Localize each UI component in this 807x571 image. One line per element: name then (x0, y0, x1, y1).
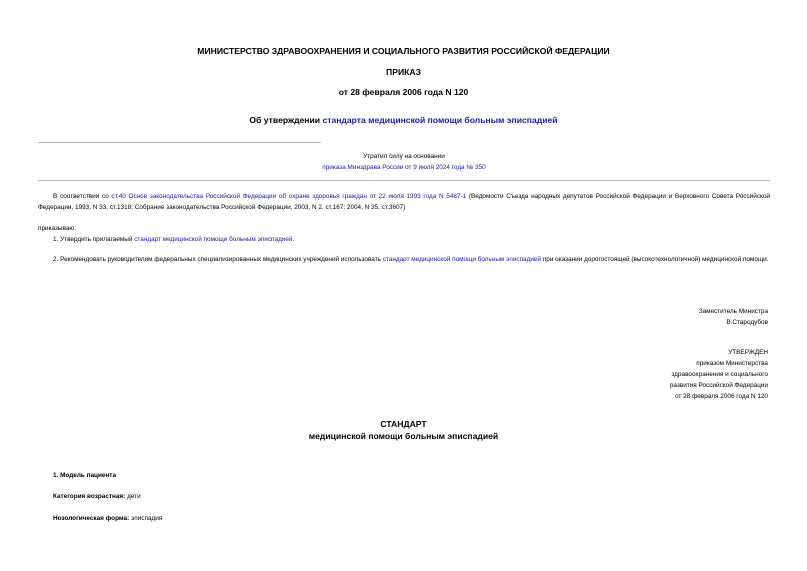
item-1 (53, 234, 294, 245)
status-notice-text: Утратил силу на основании (363, 153, 445, 160)
signature-block (699, 306, 768, 328)
standard-subtitle: медицинской помощи больным эписпадией (308, 431, 499, 441)
approved-line-4: от 28 февраля 2006 года N 120 (675, 393, 768, 400)
doc-title-link[interactable]: стандарта медицинской помощи больным эписпадией (322, 115, 558, 125)
age-category (53, 491, 141, 502)
approved-line-1: приказом Министерства (696, 360, 768, 367)
order-word: приказываю: (38, 225, 76, 232)
item-1-suffix: . (292, 236, 295, 243)
law-link[interactable]: ст.40 Основ законодательства Российской Федерации об охране здоровья граждан от 22 июля 1993 года N 5487-1 (111, 193, 467, 200)
item-1-link[interactable]: стандарт медицинской помощи больным эписпадией (134, 236, 293, 243)
patient-model-heading: 1. Модель пациента (53, 472, 116, 479)
nosology-form-value: эписпадия (129, 515, 163, 522)
doc-type-heading: ПРИКАЗ (386, 67, 421, 77)
standard-title: СТАНДАРТ (380, 419, 427, 429)
approved-line-2: здравоохранения и социального (671, 371, 768, 378)
status-notice-link[interactable]: приказа Минздрава России от 9 июля 2024 года № 350 (322, 164, 486, 171)
item-2-link[interactable]: стандарт медицинской помощи больным эписпадией (382, 256, 542, 263)
approved-title: УТВЕРЖДЕН (728, 349, 768, 356)
status-bottom-rule (38, 180, 770, 181)
approved-block (670, 347, 768, 402)
item-2 (38, 254, 770, 265)
ministry-heading: МИНИСТЕРСТВО ЗДРАВООХРАНЕНИЯ И СОЦИАЛЬНОГО РАЗВИТИЯ РОССИЙСКОЙ ФЕДЕРАЦИИ (197, 46, 610, 56)
signature-name: В.Стародубов (726, 319, 768, 326)
doc-title-prefix: Об утверждении (249, 115, 323, 125)
doc-title (0, 115, 807, 125)
signature-position: Заместитель Министра (698, 308, 768, 315)
approved-line-3: развития Российской Федерации (669, 382, 768, 389)
nosology-form (53, 513, 162, 524)
top-short-rule (38, 142, 321, 143)
age-category-label: Категория возрастная: (53, 493, 126, 500)
nosology-form-label: Нозологическая форма: (53, 515, 130, 522)
item-1-prefix: 1. Утвердить прилагаемый (53, 236, 135, 243)
doc-date-number: от 28 февраля 2006 года N 120 (338, 87, 469, 97)
preamble-rest: (Ведомости Съезда народных депутатов Российской Федерации и Верховного Совета Российской Федерации, 1993, N 33, ст.1318; Собрание законодательства Российской Федерации, 2003, N 2, ст.167; 2004, N 35, ст.3607) (38, 193, 771, 211)
preamble-intro: В соответствии со (53, 193, 112, 200)
item-2-suffix: при оказании дорогостоящей (высокотехнологичной) медицинской помощи. (541, 256, 769, 263)
age-category-value: дети (125, 493, 141, 500)
item-2-prefix: 2. Рекомендовать руководителям федеральных специализированных медицинских учреждений использовать (53, 256, 383, 263)
status-notice (300, 151, 508, 173)
preamble-paragraph (38, 191, 770, 213)
